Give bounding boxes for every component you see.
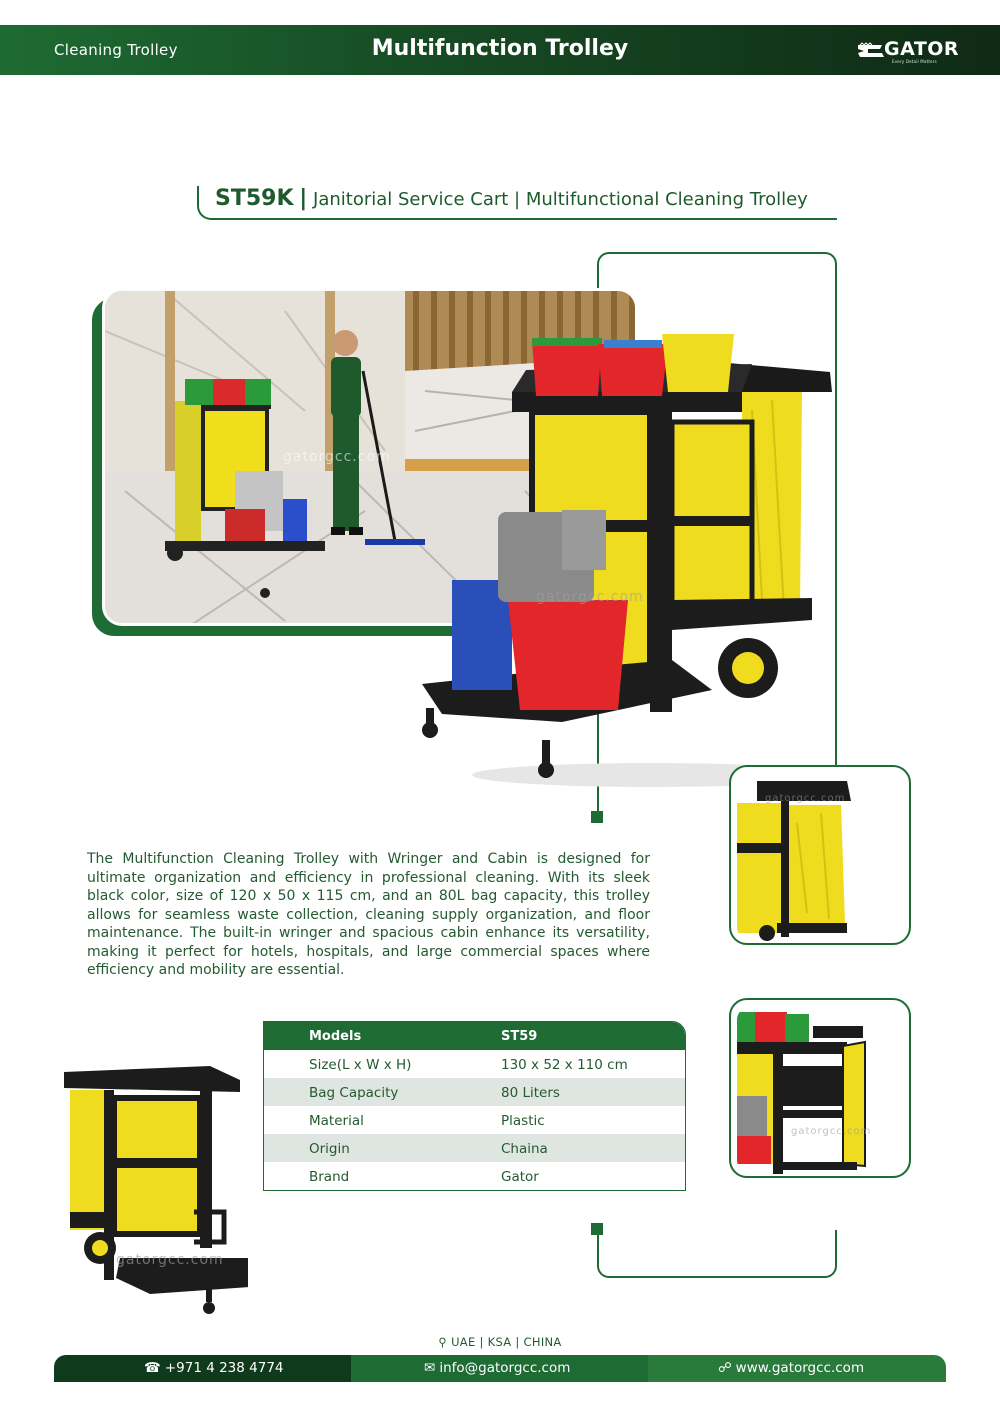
email-icon: ✉ (424, 1360, 436, 1376)
footer-phone-segment[interactable] (54, 1355, 351, 1382)
locations-line (0, 1335, 1000, 1349)
product-name: Janitorial Service Cart | Multifunctional Cleaning Trolley (313, 189, 808, 210)
globe-icon: ☍ (718, 1360, 732, 1376)
footer-email-segment[interactable] (351, 1355, 648, 1382)
cart-front-view-image (60, 1062, 248, 1332)
spec-value: 80 Liters (501, 1085, 560, 1101)
product-code: ST59K (215, 186, 294, 211)
logo-tagline: Every Detail Matters (892, 59, 937, 64)
spec-row (264, 1162, 685, 1190)
location-pin-icon: ⚲ (438, 1335, 452, 1349)
spec-header-label: Models (309, 1029, 362, 1044)
heading-separator: | (299, 186, 308, 211)
header-bar (0, 25, 1000, 75)
section-label: Cleaning Trolley (54, 41, 178, 59)
product-heading-block (197, 186, 837, 222)
product-description: The Multifunction Cleaning Trolley with Wringer and Cabin is designed for ultimate organization and efficiency in professional cleaning. With its sleek black color, size of 120 x 50 x 115 cm, and an 80L bag capacity, this trolley allows for seamless waste collection, cleaning supply organization, and floor maintenance. The built-in wringer and spacious cabin enhance its versatility, making it perfect for hotels, hospitals, and large commercial spaces where efficiency and mobility are essential. (87, 851, 650, 978)
spec-label: Bag Capacity (309, 1085, 399, 1101)
spec-table (263, 1021, 686, 1191)
crocodile-logo-icon (856, 41, 886, 61)
spec-label: Origin (309, 1141, 350, 1157)
spec-row (264, 1134, 685, 1162)
watermark: gatorgcc.com (791, 1126, 872, 1137)
gator-logo (856, 38, 960, 64)
spec-header-value: ST59 (501, 1029, 538, 1044)
spec-value: Gator (501, 1169, 539, 1185)
phone-number[interactable]: +971 4 238 4774 (164, 1360, 284, 1376)
detail-photo-cabinet (737, 1006, 905, 1174)
watermark: gatorgcc.com (283, 449, 391, 465)
watermark: gatorgcc.com (536, 589, 644, 605)
connector-line-bottom (597, 1230, 837, 1278)
product-heading (215, 186, 808, 211)
spec-table-header (264, 1022, 685, 1050)
watermark: gatorgcc.com (116, 1252, 224, 1268)
detail-photo-bag (737, 773, 905, 941)
spec-row (264, 1106, 685, 1134)
spec-row (264, 1050, 685, 1078)
spec-value: Chaina (501, 1141, 548, 1157)
watermark: gatorgcc.com (765, 793, 846, 804)
cabinet-detail-illustration (737, 1006, 905, 1174)
spec-label: Material (309, 1113, 364, 1129)
logo-wordmark: GATOR (884, 38, 960, 60)
locations-text: UAE | KSA | CHINA (451, 1335, 562, 1349)
connector-square (591, 811, 603, 823)
spec-value: Plastic (501, 1113, 545, 1129)
spec-value: 130 x 52 x 110 cm (501, 1057, 628, 1073)
page-title: Multifunction Trolley (371, 36, 629, 61)
website-url[interactable]: www.gatorgcc.com (735, 1360, 865, 1376)
spec-row (264, 1078, 685, 1106)
email-address[interactable]: info@gatorgcc.com (439, 1360, 571, 1376)
spec-label: Brand (309, 1169, 350, 1185)
spec-label: Size(L x W x H) (309, 1057, 412, 1073)
phone-icon: ☎ (144, 1360, 161, 1376)
footer-website-segment[interactable] (648, 1355, 946, 1382)
footer-contact-bar (54, 1355, 946, 1382)
cart-product-image (412, 330, 842, 792)
